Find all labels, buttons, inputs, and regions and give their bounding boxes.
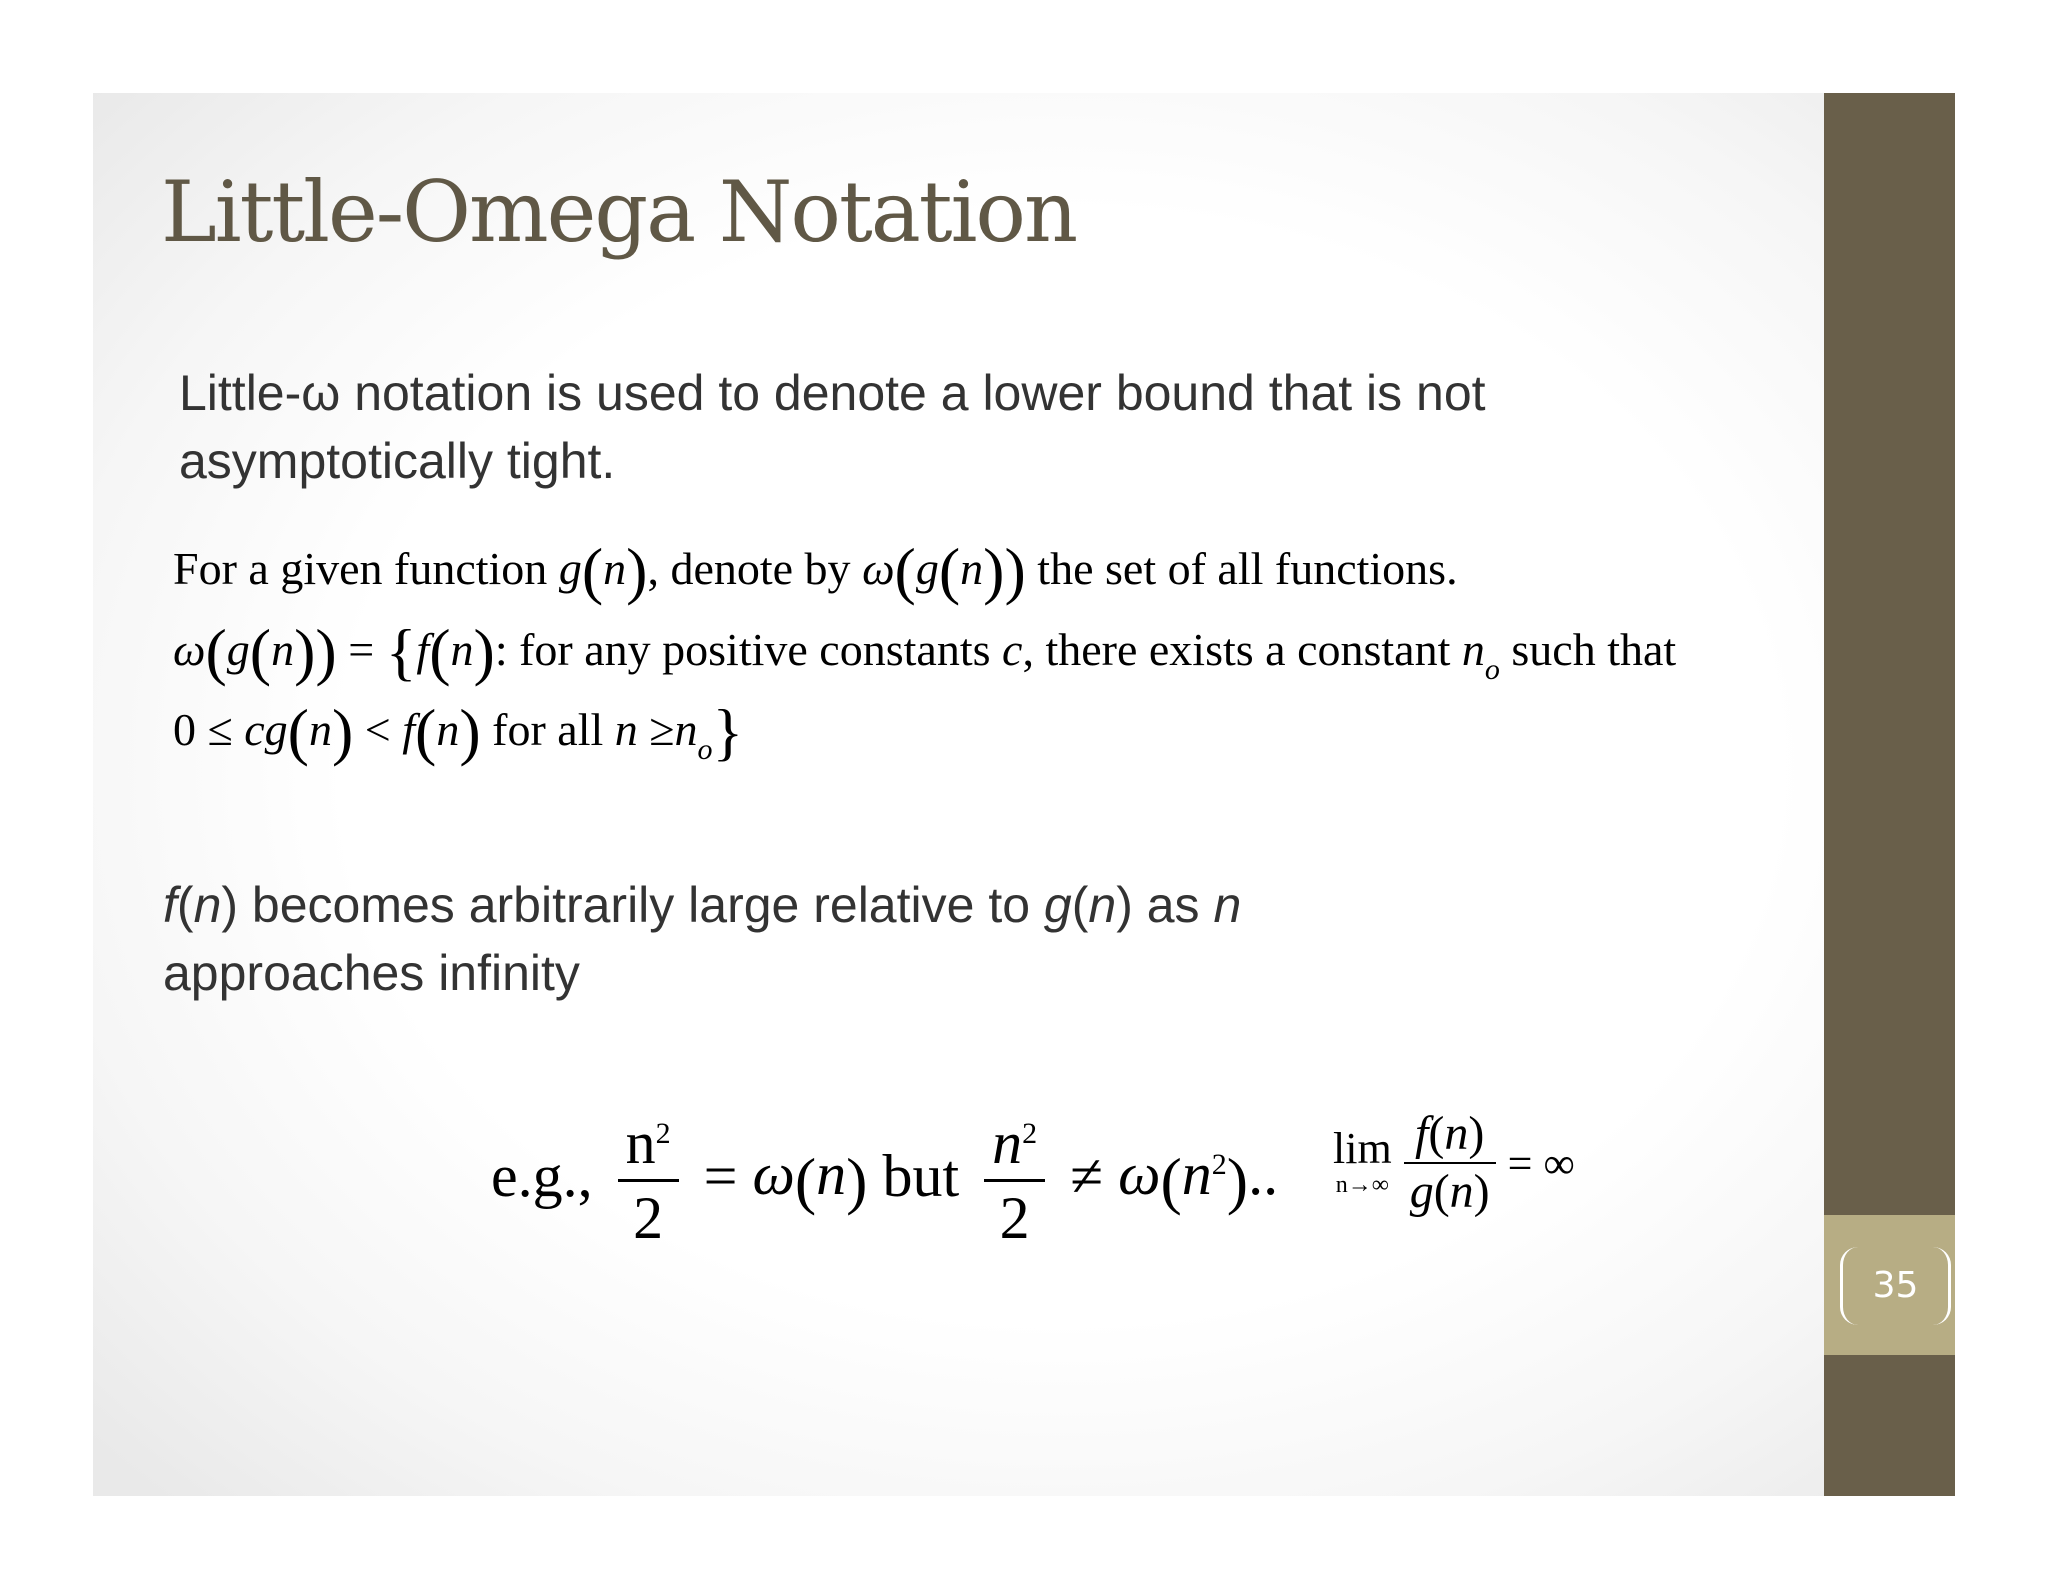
slide	[93, 93, 1955, 1496]
growth-line-2: approaches infinity	[163, 945, 580, 1001]
definition-line-2: ω(g(n)) = {f(n): for any positive constants c, there exists a constant $n_o$ such that	[173, 616, 1677, 687]
intro-line-1: Little-ω notation is used to denote a lower bound that is not	[179, 365, 1486, 421]
growth-paragraph: f(n) becomes arbitrarily large relative to g(n) as n approaches infinity	[163, 877, 1242, 1001]
slide-title: Little-Omega Notation	[161, 163, 1077, 261]
example-formula: e.g., $\frac{n^2}{2}$ = ω(n) but $\frac{n^2}{2}$ ≠ $\omega(n^2)$..	[491, 1098, 1278, 1258]
definition-line-1: For a given function g(n), denote by ω(g(n)) the set of all functions.	[173, 535, 1458, 606]
definition-line-3: 0 ≤ cg(n) < f(n) for all $n \ge n_o$}	[173, 696, 744, 767]
page-number: 35	[1872, 1265, 1919, 1306]
fraction-n-squared-over-2-italic: $\frac{n^2}{2}$	[984, 1098, 1045, 1254]
intro-line-2: asymptotically tight.	[179, 433, 616, 489]
fraction-n-squared-over-2: $\frac{n^2}{2}$	[618, 1098, 679, 1254]
limit-formula: lim n→∞ $\frac{f(n)}{g(n)}$ = ∞	[1333, 1107, 1575, 1218]
intro-paragraph	[179, 359, 1486, 495]
